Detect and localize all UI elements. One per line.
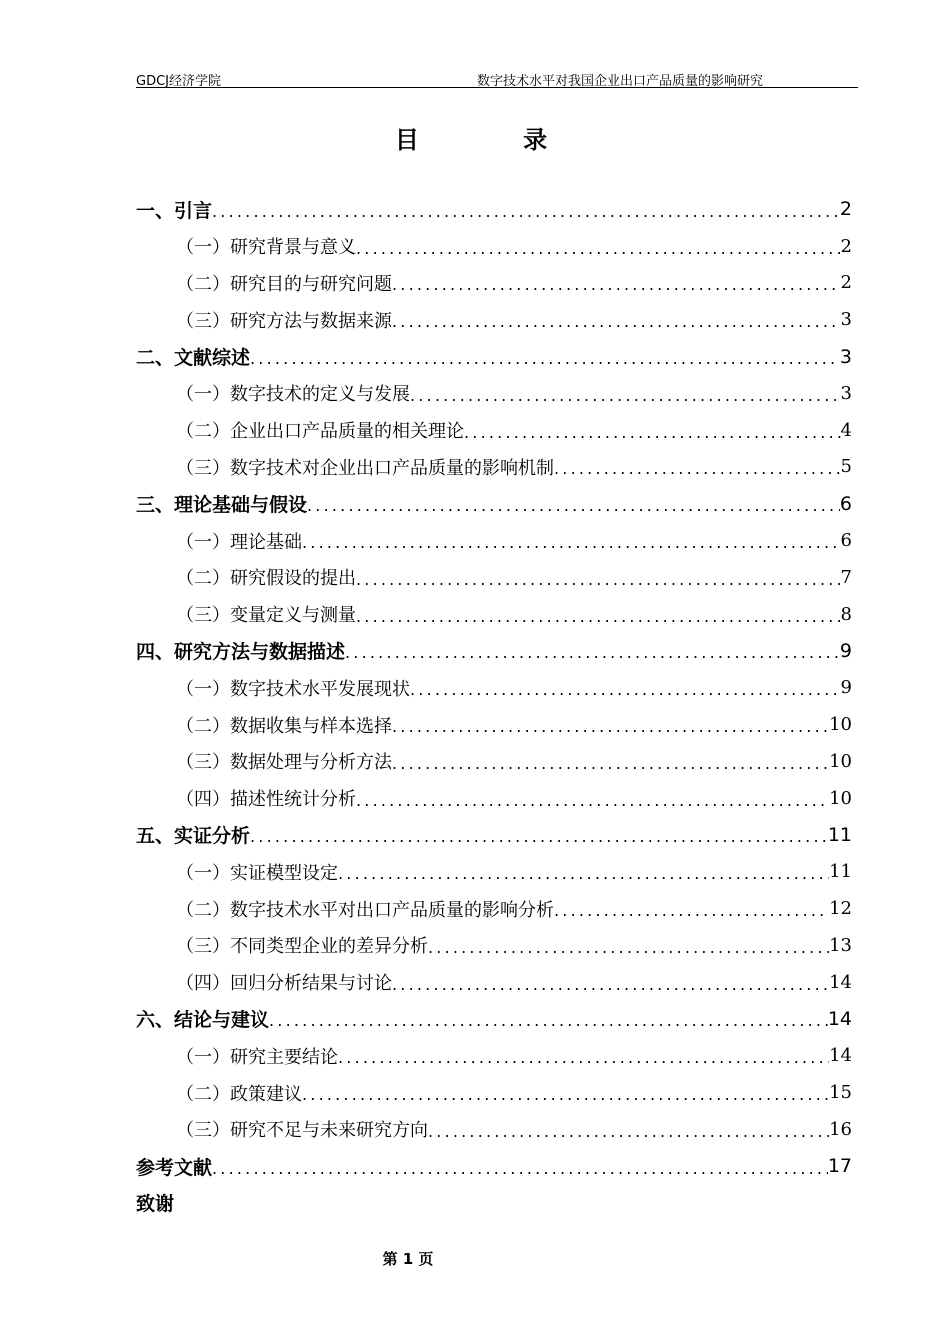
toc-dot-leader [302, 530, 841, 551]
toc-entry-label: （三）数据处理与分析方法 [176, 752, 392, 774]
toc-dot-leader [410, 383, 841, 404]
toc-dot-leader [212, 199, 840, 220]
toc-dot-leader [428, 935, 829, 956]
toc-chapter-entry[interactable] [136, 485, 852, 522]
toc-dot-leader [392, 309, 841, 330]
toc-entry-label: 三、理论基础与假设 [136, 494, 308, 517]
toc-dot-leader [554, 456, 841, 477]
toc-entry-page-number: 3 [839, 345, 852, 368]
toc-dot-leader [302, 1082, 829, 1103]
toc-section-entry[interactable] [136, 853, 852, 890]
toc-entry-label: （二）企业出口产品质量的相关理论 [176, 421, 464, 443]
toc-section-entry[interactable] [136, 780, 852, 817]
toc-title: 目 录 [394, 125, 596, 154]
toc-entry-page-number: 14 [829, 1045, 852, 1067]
toc-entry-label: （三）数字技术对企业出口产品质量的影响机制 [176, 457, 554, 479]
toc-entry-label: 一、引言 [136, 199, 213, 222]
toc-entry-label: （四）描述性统计分析 [176, 789, 356, 811]
toc-entry-label: 五、实证分析 [136, 825, 251, 848]
toc-dot-leader [428, 1119, 829, 1140]
toc-entry-page-number: 5 [840, 456, 852, 478]
toc-section-entry[interactable] [136, 743, 852, 780]
toc-entry-label: （一）理论基础 [176, 531, 302, 553]
toc-entry-label: 参考文献 [136, 1156, 213, 1179]
toc-dot-leader [345, 640, 840, 661]
toc-entry-label: 二、文献综述 [136, 347, 251, 370]
toc-section-entry[interactable] [136, 522, 852, 559]
toc-entry-page-number: 17 [827, 1155, 852, 1178]
toc-entry-page-number: 4 [840, 419, 852, 441]
toc-entry-page-number: 10 [829, 714, 852, 736]
toc-entry-label: （一）数字技术的定义与发展 [176, 384, 410, 406]
toc-entry-page-number: 6 [840, 530, 852, 552]
toc-chapter-entry[interactable] [136, 1148, 852, 1185]
toc-entry-page-number: 11 [829, 861, 852, 883]
toc-entry-page-number: 12 [829, 898, 852, 920]
toc-chapter-entry[interactable] [136, 817, 852, 854]
toc-section-entry[interactable] [136, 412, 852, 449]
toc-section-entry[interactable] [136, 596, 852, 633]
toc-dot-leader [338, 1045, 829, 1066]
toc-entry-label: （二）数据收集与样本选择 [176, 715, 392, 737]
toc-dot-leader [392, 272, 841, 293]
toc-entry-page-number: 15 [829, 1082, 852, 1104]
toc-entry-page-number: 2 [840, 235, 852, 257]
toc-entry-label: （三）研究不足与未来研究方向 [176, 1120, 428, 1142]
toc-dot-leader [212, 1156, 828, 1177]
toc-entry-page-number: 11 [827, 823, 852, 846]
toc-entry-label: 致谢 [136, 1193, 175, 1216]
toc-entry-label: （三）变量定义与测量 [176, 605, 356, 627]
toc-entry-page-number: 16 [829, 1118, 852, 1140]
toc-section-entry[interactable] [136, 1111, 852, 1148]
header-divider [136, 87, 858, 88]
toc-chapter-entry[interactable] [136, 633, 852, 670]
toc-entry-label: （四）回归分析结果与讨论 [176, 973, 392, 995]
toc-chapter-entry[interactable] [136, 1001, 852, 1038]
toc-entry-label: （二）研究假设的提出 [176, 568, 356, 590]
toc-chapter-entry[interactable] [136, 191, 852, 228]
toc-dot-leader [392, 714, 829, 735]
toc-entry-label: 四、研究方法与数据描述 [136, 641, 346, 664]
toc-entry-page-number: 6 [839, 492, 852, 515]
header-school-name: GDCJ经济学院 [136, 74, 221, 89]
toc-entry-page-number: 3 [840, 309, 852, 331]
toc-dot-leader [307, 493, 840, 514]
toc-dot-leader [338, 861, 829, 882]
toc-entry-page-number: 14 [829, 971, 852, 993]
toc-entry-page-number: 9 [839, 639, 852, 662]
toc-section-entry[interactable] [136, 927, 852, 964]
toc-entry-page-number: 2 [840, 272, 852, 294]
toc-entry-page-number: 13 [829, 934, 852, 956]
toc-dot-leader [392, 972, 829, 993]
table-of-contents [136, 191, 852, 1221]
toc-entry-page-number: 8 [840, 603, 852, 625]
toc-dot-leader [356, 788, 829, 809]
page-number-footer: 第 1 页 [382, 1250, 434, 1268]
toc-dot-leader [356, 604, 841, 625]
toc-entry-label: （二）数字技术水平对出口产品质量的影响分析 [176, 899, 554, 921]
toc-entry-label: （三）研究方法与数据来源 [176, 310, 392, 332]
toc-entry-label: （一）实证模型设定 [176, 862, 338, 884]
toc-dot-leader [410, 677, 841, 698]
toc-dot-leader [250, 824, 828, 845]
toc-section-entry[interactable] [136, 301, 852, 338]
toc-entry-label: （二）研究目的与研究问题 [176, 273, 392, 295]
toc-entry-page-number: 10 [829, 787, 852, 809]
toc-entry-label: （三）不同类型企业的差异分析 [176, 936, 428, 958]
toc-dot-leader [392, 751, 829, 772]
toc-entry-label: （二）政策建议 [176, 1083, 302, 1105]
toc-section-entry[interactable] [136, 375, 852, 412]
toc-dot-leader [269, 1008, 828, 1029]
toc-entry-page-number: 3 [840, 382, 852, 404]
toc-section-entry[interactable] [136, 228, 852, 265]
toc-entry-label: 六、结论与建议 [136, 1009, 270, 1032]
toc-entry-label: （一）数字技术水平发展现状 [176, 678, 410, 700]
toc-dot-leader [554, 898, 829, 919]
toc-entry-page-number: 2 [839, 198, 852, 221]
toc-dot-leader [356, 567, 841, 588]
toc-section-entry[interactable] [136, 964, 852, 1001]
toc-section-entry[interactable] [136, 669, 852, 706]
toc-dot-leader [250, 346, 840, 367]
toc-entry-page-number: 10 [829, 750, 852, 772]
toc-section-entry[interactable] [136, 1037, 852, 1074]
toc-dot-leader [356, 236, 841, 257]
toc-chapter-entry[interactable] [136, 1185, 852, 1222]
toc-section-entry[interactable] [136, 890, 852, 927]
toc-section-entry[interactable] [136, 449, 852, 486]
toc-entry-page-number: 7 [840, 566, 852, 588]
toc-section-entry[interactable] [136, 559, 852, 596]
toc-section-entry[interactable] [136, 706, 852, 743]
toc-entry-page-number: 9 [840, 677, 852, 699]
toc-section-entry[interactable] [136, 1074, 852, 1111]
toc-entry-page-number: 14 [827, 1007, 852, 1030]
header-thesis-title: 数字技术水平对我国企业出口产品质量的影响研究 [477, 74, 764, 89]
toc-section-entry[interactable] [136, 265, 852, 302]
toc-entry-label: （一）研究主要结论 [176, 1046, 338, 1068]
toc-entry-label: （一）研究背景与意义 [176, 237, 356, 259]
toc-dot-leader [464, 420, 841, 441]
toc-chapter-entry[interactable] [136, 338, 852, 375]
